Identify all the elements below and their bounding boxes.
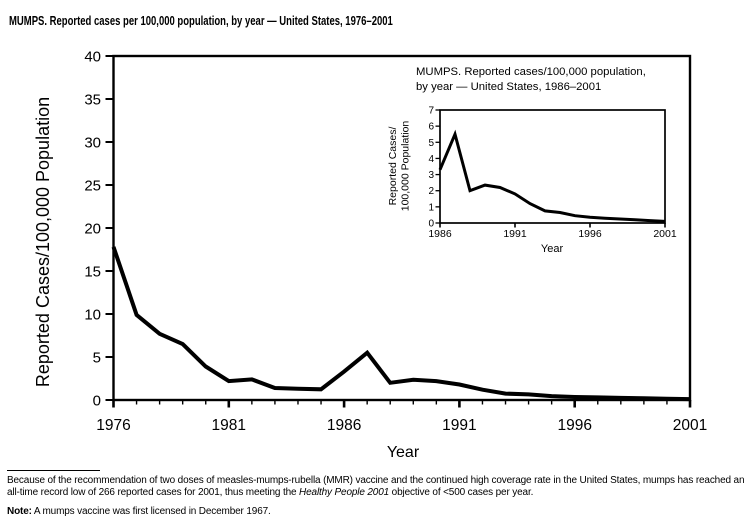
inset-x-axis-label: Year [540, 243, 564, 255]
inset-y-tick-label: 7 [428, 105, 434, 117]
inset-y-tick-label: 5 [428, 137, 434, 149]
footnote-divider [7, 470, 100, 471]
inset-data-line [440, 134, 665, 221]
main-y-axis-label: Reported Cases/100,000 Population [33, 96, 53, 388]
main-y-tick-label: 35 [84, 91, 101, 109]
main-y-tick-label: 20 [84, 220, 101, 238]
inset-y-tick-label: 2 [428, 186, 434, 198]
main-y-tick-label: 25 [84, 177, 101, 195]
main-y-tick-label: 10 [84, 306, 101, 324]
inset-y-tick-label: 3 [428, 170, 434, 182]
footnote-text-before: Because of the recommendation of two doses of measles-mumps-rubella (MMR) vaccine and the continued high coverage rate in the United States, mumps has reached an all-time record low of 266 reported cases for 2001, thus meeting the [7, 475, 745, 499]
inset-title-line: MUMPS. Reported cases/100,000 population, [416, 66, 646, 78]
note-label: Note: [7, 505, 32, 517]
main-x-tick-label: 1981 [211, 417, 247, 434]
inset-x-tick-label: 1991 [503, 228, 527, 240]
inset-y-tick-label: 4 [428, 153, 434, 165]
main-x-axis-label: Year [386, 444, 420, 461]
footnote-italic-title: Healthy People 2001 [299, 487, 390, 499]
inset-title-line: by year — United States, 1986–2001 [416, 81, 602, 93]
page-title-text: MUMPS. Reported cases per 100,000 population, by year — United States, 1976–2001 [9, 14, 393, 28]
note-text: A mumps vaccine was first licensed in December 1967. [31, 505, 271, 517]
inset-y-axis-label: Reported Cases/ [386, 126, 399, 206]
main-x-tick-label: 1986 [326, 417, 362, 434]
inset-y-tick-label: 1 [428, 202, 434, 214]
note-paragraph [7, 506, 748, 518]
main-y-tick-label: 15 [84, 263, 101, 281]
main-x-tick-label: 1991 [442, 417, 477, 434]
inset-y-tick-label: 6 [428, 121, 434, 133]
main-plot-box [114, 56, 691, 400]
inset-x-tick-label: 1996 [578, 228, 602, 240]
inset-x-tick-label: 1986 [428, 228, 452, 240]
main-data-line [114, 247, 691, 399]
inset-y-tick-label: 0 [428, 218, 434, 230]
main-y-tick-label: 5 [92, 349, 101, 367]
main-x-tick-label: 1996 [557, 417, 592, 434]
inset-plot-box [440, 110, 665, 223]
footnote-block [7, 470, 748, 518]
inset-x-tick-label: 2001 [653, 228, 677, 240]
footnote-text-after: objective of <500 cases per year. [389, 487, 534, 499]
main-y-tick-label: 0 [92, 392, 101, 410]
footnote-paragraph [7, 475, 748, 500]
main-x-tick-label: 1976 [96, 417, 131, 434]
inset-y-axis-label: 100,000 Population [399, 120, 412, 212]
main-x-tick-label: 2001 [672, 417, 708, 434]
main-y-tick-label: 30 [84, 134, 101, 152]
main-y-tick-label: 40 [84, 48, 101, 66]
